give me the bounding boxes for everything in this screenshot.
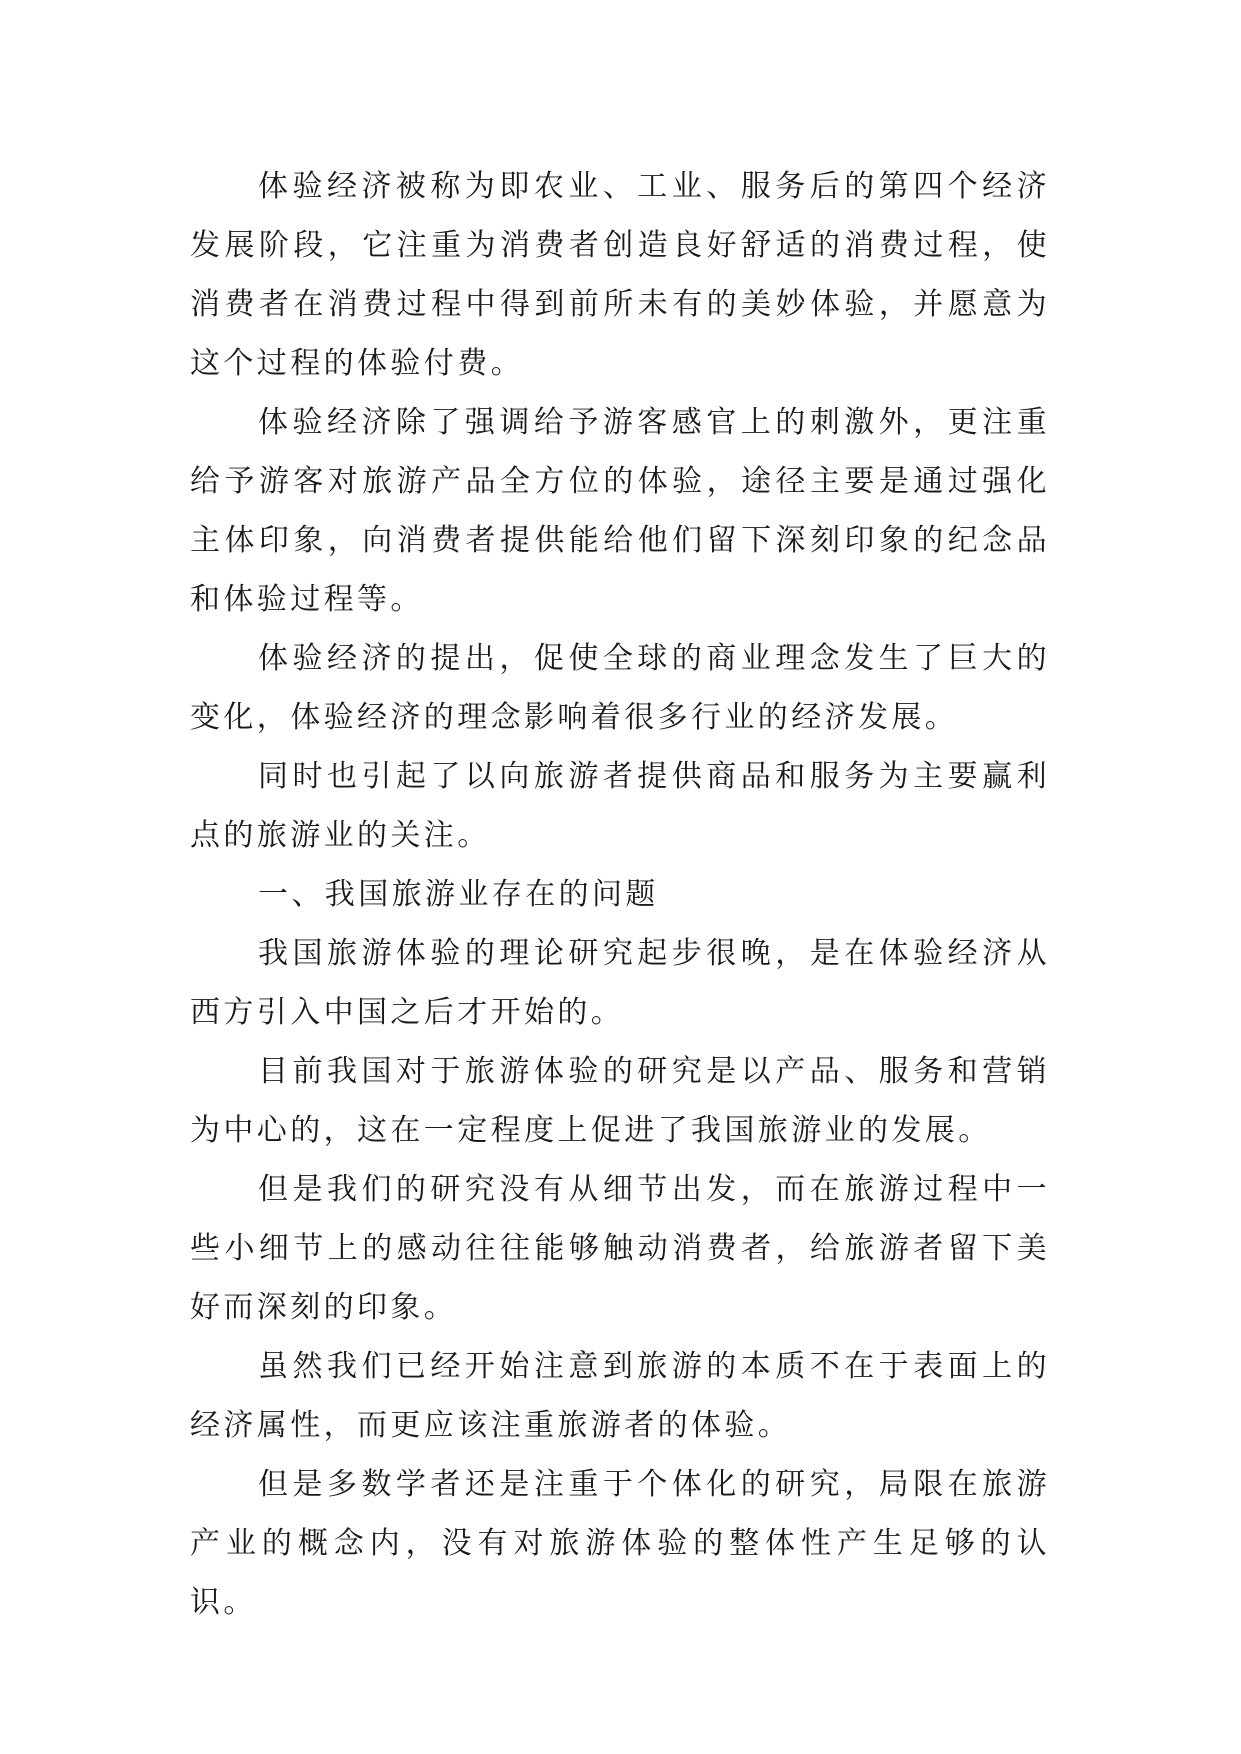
paragraph: 体验经济的提出，促使全球的商业理念发生了巨大的变化，体验经济的理念影响着很多行业的经济发展。: [190, 641, 1050, 735]
paragraph: 但是多数学者还是注重于个体化的研究，局限在旅游产业的概念内，没有对旅游体验的整体性产生足够的认识。: [190, 1467, 1050, 1620]
paragraph: 体验经济除了强调给予游客感官上的刺激外，更注重给予游客对旅游产品全方位的体验，途径主要是通过强化主体印象，向消费者提供能给他们留下深刻印象的纪念品和体验过程等。: [190, 405, 1050, 617]
paragraph: 体验经济被称为即农业、工业、服务后的第四个经济发展阶段，它注重为消费者创造良好舒适的消费过程，使消费者在消费过程中得到前所未有的美妙体验，并愿意为这个过程的体验付费。: [190, 169, 1050, 381]
paragraph: 虽然我们已经开始注意到旅游的本质不在于表面上的经济属性，而更应该注重旅游者的体验。: [190, 1349, 1050, 1443]
paragraph: 目前我国对于旅游体验的研究是以产品、服务和营销为中心的，这在一定程度上促进了我国旅游业的发展。: [190, 1054, 1050, 1148]
document-body: [190, 157, 1050, 1632]
paragraph: 我国旅游体验的理论研究起步很晚，是在体验经济从西方引入中国之后才开始的。: [190, 936, 1050, 1030]
paragraph: 同时也引起了以向旅游者提供商品和服务为主要赢利点的旅游业的关注。: [190, 759, 1050, 853]
paragraph: 但是我们的研究没有从细节出发，而在旅游过程中一些小细节上的感动往往能够触动消费者，给旅游者留下美好而深刻的印象。: [190, 1172, 1050, 1325]
section-heading: 一、我国旅游业存在的问题: [258, 877, 659, 912]
